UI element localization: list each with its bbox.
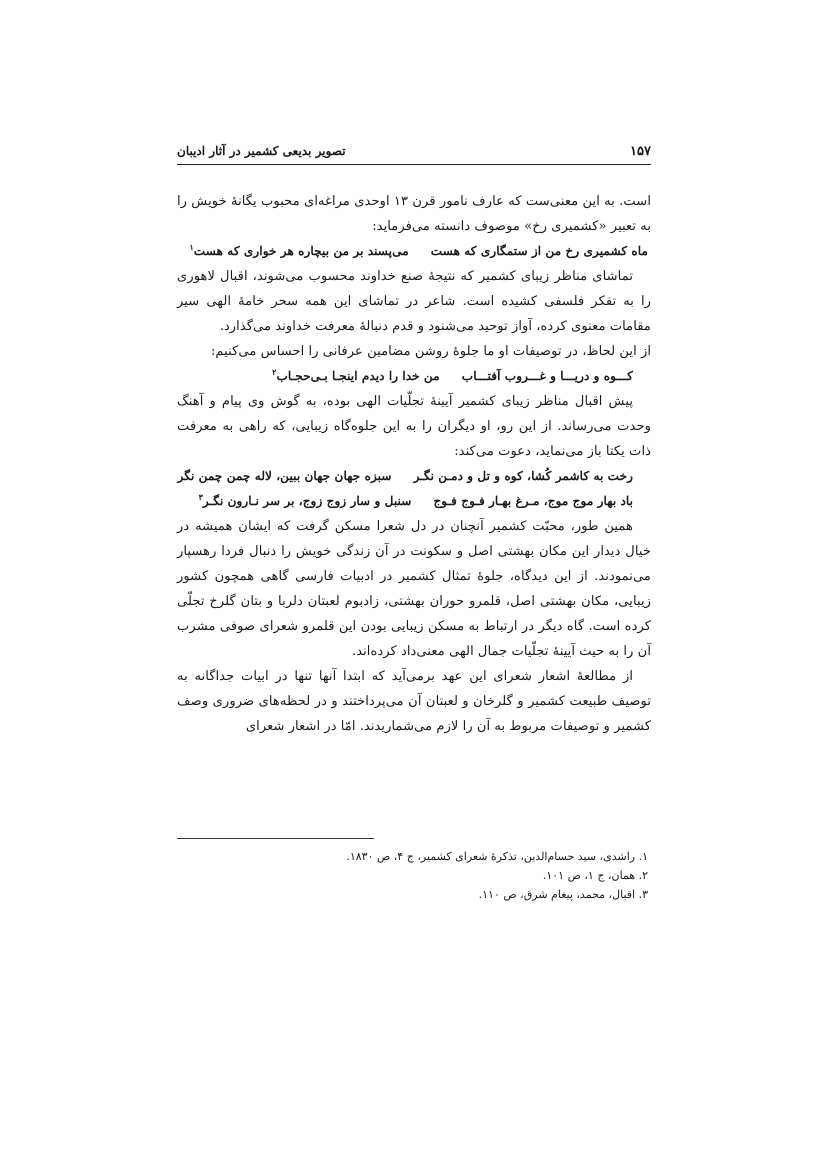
verse-2 (177, 364, 651, 389)
footnote-1: ۱. راشدی، سید حسام‌الدین، تذکرهٔ شعرای کشمیر، ج ۴، ص ۱۸۳۰. (346, 850, 648, 863)
running-title: تصویر بدیعی کشمیر در آثار ادیبان (177, 144, 346, 158)
paragraph-1: است. به این معنی‌ست که عارف نامور قرن ۱۳ اوحدی مراغه‌ای محبوب یگانهٔ خویش را به تعبیر «کشمیری رخ» موصوف دانسته می‌فرماید: (177, 194, 652, 234)
paragraph-4: پیش اقبال مناظر زیبای کشمیر آیینهٔ تجلّیات الهی بوده، به گوش وی پیام و آهنگ وحدت می‌رساند. از این رو، او دیگران را به این جلوه‌گاه زیبایی، که راهی به معرفت ذات یکتا باز می‌نماید، دعوت می‌کند: (177, 394, 651, 459)
verse-1 (177, 239, 651, 264)
book-page (177, 140, 651, 1120)
main-text (177, 189, 651, 739)
page-header (177, 140, 651, 165)
footnote-3: ۳. اقبال، محمد، پیغام شرق، ص ۱۱۰. (478, 888, 648, 901)
footnotes (177, 838, 651, 904)
verse-4-hemistich-1: باد بهار موج موج، مـرغ بهـار فـوج فـوج (433, 494, 633, 508)
paragraph-6: از مطالعهٔ اشعار شعرای این عهد برمی‌آید که ابتدا آنها تنها در ابیات جداگانه به توصیف طبیعت کشمیر و گلرخان و لعبتان آن می‌پرداختند و در لحظه‌های ضروری وصف کشمیر و توصیفات مربوط به آن را لازم می‌شماریدند. امّا در اشعار شعرای (177, 669, 651, 734)
verse-4-hemistich-2-text: سنبل و سار زوج زوج، بر سر نـارون نگـر (202, 494, 412, 508)
page-number: ۱۵۷ (630, 144, 651, 159)
verse-3-hemistich-1: رخت به کاشمر کُشا، کوه و تل و دمـن نگـر (413, 469, 633, 483)
verse-3 (177, 464, 651, 489)
verse-2-hemistich-2 (272, 364, 440, 389)
verse-2-hemistich-1: کـــوه و دریـــا و غـــروب آفتـــاب (461, 369, 633, 383)
verse-1-hemistich-2 (190, 239, 409, 264)
verse-1-hemistich-1: ماه کشمیری رخ من از ستمگاری که هست (430, 244, 648, 258)
verse-3-hemistich-2: سبزه جهان جهان ببین، لاله چمن چمن نگر (177, 469, 392, 483)
footnote-2: ۲. همان، ج ۱، ص ۱۰۱. (542, 869, 648, 882)
footnote-separator (177, 838, 374, 839)
footnote-ref-3[interactable]: ۳ (198, 491, 203, 502)
verse-2-hemistich-2-text: من خدا را دیدم اینجـا بـی‌حجـاب (276, 369, 440, 383)
verse-1-hemistich-2-text: می‌پسند بر من بیچاره هر خواری که هست (193, 244, 409, 258)
footnote-ref-1[interactable]: ۱ (189, 241, 194, 252)
verse-4-hemistich-2 (199, 489, 412, 514)
paragraph-5: همین طور، محبّت کشمیر آنچنان در دل شعرا مسکن گرفت که ایشان همیشه در خیال دیدار این مکان بهشتی اصل و سکونت در آن زندگی خویش را دنبال فردا رهسپار می‌نمودند. از این دیدگاه، جلوهٔ تمثال کشمیر در ادبیات فارسی گاهی همچون کشور زیبایی، مکان بهشتی اصل، قلمرو حوران بهشتی، زادبوم لعبتان دلربا و بتان گلرخ تجلّی کرده است. گاه دیگر در ارتباط به مسکن زیبایی بودن این قلمرو شعرای صوفی مشرب آن را به حیث آیینهٔ تجلّیات جمال الهی معنی‌داد کرده‌اند. (177, 519, 651, 659)
verse-4 (177, 489, 651, 514)
paragraph-3: از این لحاظ، در توصیفات او ما جلوهٔ روشن مضامین عرفانی را احساس می‌کنیم: (210, 344, 651, 359)
paragraph-2: تماشای مناظر زیبای کشمیر که نتیجهٔ صنع خداوند محسوب می‌شوند، اقبال لاهوری را به تفکر فلسفی کشیده است. شاعر در تماشای این همه سحر خامهٔ الهی سیر مقامات معنوی کرده، آواز توحید می‌شنود و قدم دنبالهٔ معرفت خداوند می‌گذارد. (177, 269, 651, 334)
footnote-ref-2[interactable]: ۲ (272, 366, 277, 377)
